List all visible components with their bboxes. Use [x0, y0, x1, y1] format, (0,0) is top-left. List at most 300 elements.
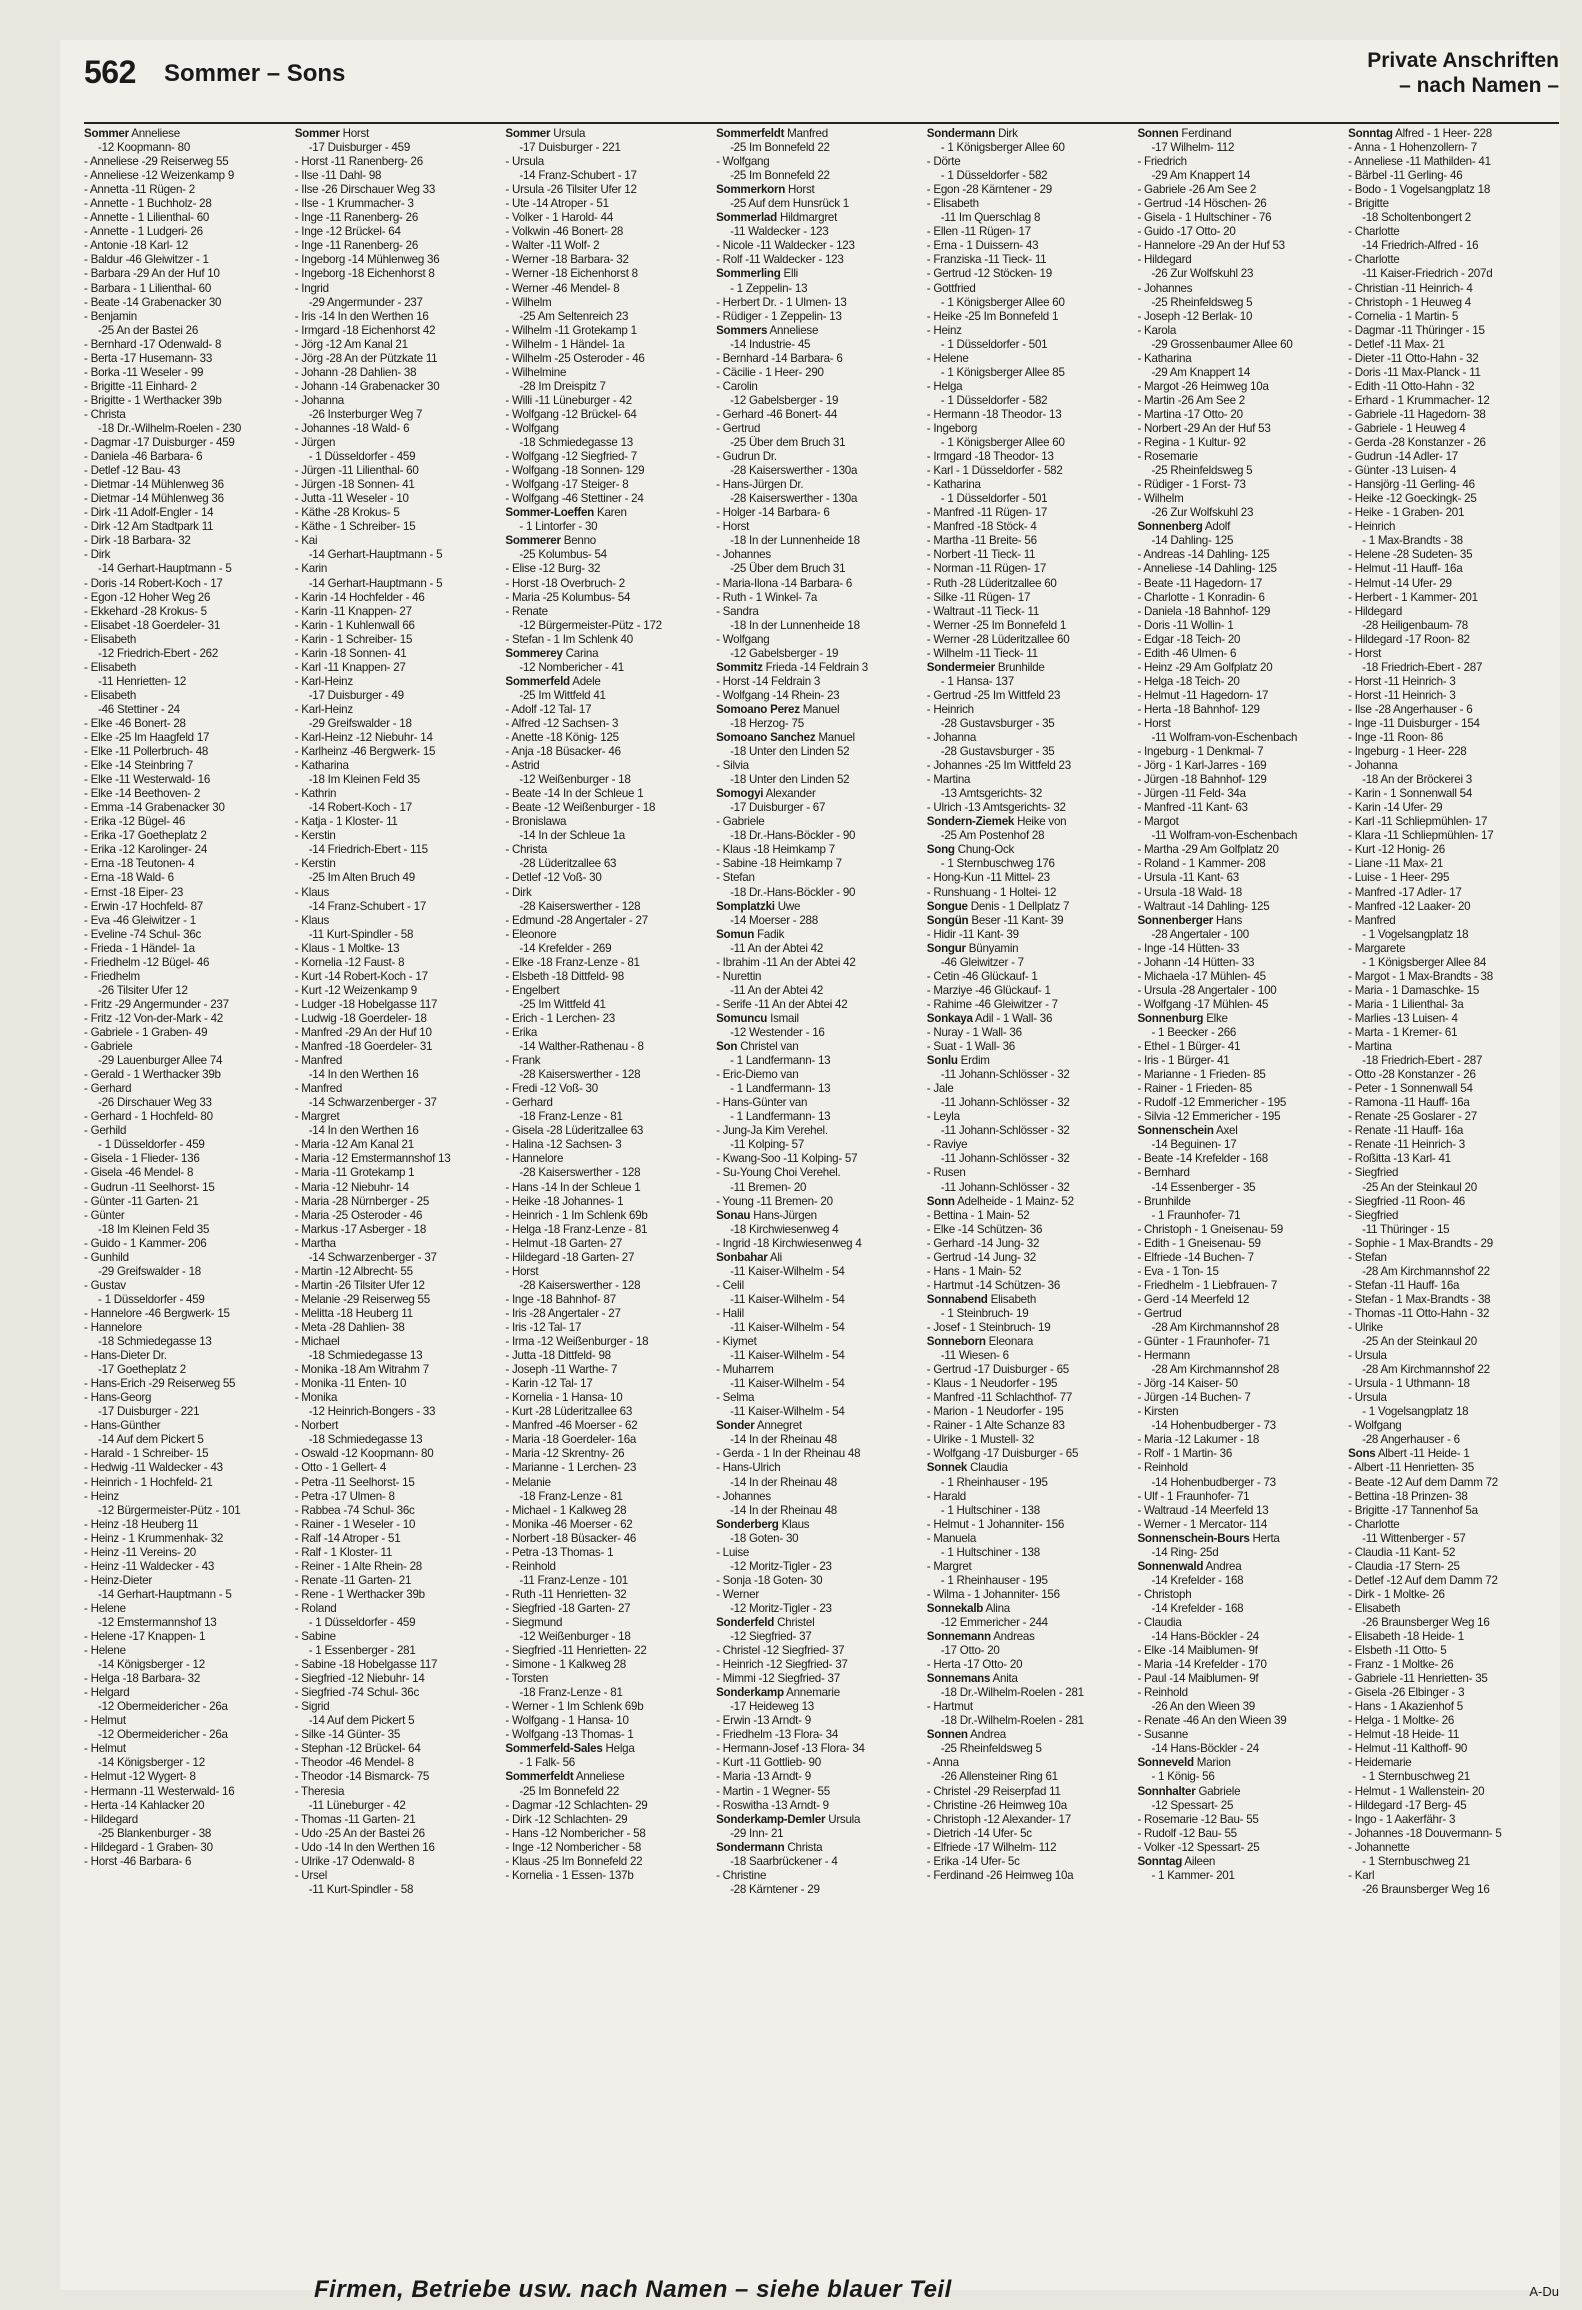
directory-entry: - Helmut - 1 Wallenstein- 20	[1348, 1784, 1485, 1798]
directory-entry: - Hansjörg -11 Gerling- 46	[1348, 478, 1475, 492]
directory-entry: -12 Bürgermeister-Pütz - 172	[519, 618, 662, 632]
directory-entry: - Herbert - 1 Kammer- 201	[1348, 590, 1478, 604]
directory-entry: - Martina -17 Otto- 20	[1137, 407, 1243, 421]
directory-entry: -14 Industrie- 45	[730, 337, 811, 351]
directory-entry: - Hedwig -11 Waldecker - 43	[84, 1461, 223, 1475]
directory-entry: -11 Johann-Schlösser - 32	[940, 1096, 1070, 1110]
directory-entry: -25 An der Steinkaul 20	[1362, 1335, 1477, 1349]
directory-entry: - Claudia -11 Kant- 52	[1348, 1545, 1456, 1559]
directory-entry: Songün Beser -11 Kant- 39	[926, 913, 1064, 927]
directory-entry: - Hans-Günter van	[716, 1096, 808, 1110]
directory-entry: - Luise	[716, 1545, 750, 1559]
directory-entry: - Franz - 1 Moltke- 26	[1348, 1658, 1454, 1672]
directory-entry: - Manfred -46 Moerser - 62	[505, 1419, 638, 1433]
directory-entry: - 1 Düsseldorfer - 459	[98, 1138, 205, 1152]
directory-entry: - Cornelia - 1 Martin- 5	[1348, 309, 1459, 323]
directory-entry: - Ursula -26 Tilsiter Ufer 12	[505, 183, 637, 197]
directory-entry: - 1 Sternbuschweg 176	[940, 857, 1055, 871]
directory-entry: - Irmgard -18 Eichenhorst 42	[294, 323, 436, 337]
directory-entry: -14 Krefelder - 269	[519, 941, 612, 955]
directory-entry: Sommerfeld-Sales Helga	[505, 1742, 635, 1756]
directory-entry: Song Chung-Ock	[926, 843, 1015, 857]
directory-entry: - Ruth -11 Henrietten- 32	[505, 1587, 627, 1601]
directory-entry: - Cetin -46 Glückauf- 1	[926, 969, 1038, 983]
directory-entry: - Melanie	[505, 1475, 551, 1489]
directory-entry: - Elke -14 Steinbring 7	[84, 759, 193, 773]
directory-entry: - Horst -46 Barbara- 6	[84, 1854, 192, 1868]
directory-entry: - Dagmar -12 Schlachten- 29	[505, 1798, 648, 1812]
directory-entry: - 1 Düsseldorfer - 459	[308, 1615, 416, 1629]
directory-entry: - Erich - 1 Lerchen- 23	[505, 1011, 615, 1025]
directory-entry: - Kornelia - 1 Hansa- 10	[505, 1391, 623, 1405]
directory-entry: - 1 Königsberger Allee 85	[940, 365, 1065, 379]
directory-entry: - Anna - 1 Hohenzollern- 7	[1348, 141, 1477, 155]
directory-entry: -25 Am Postenhof 28	[940, 829, 1045, 843]
directory-entry: - Su-Young Choi Verehel.	[716, 1166, 841, 1180]
directory-entry: Sommer Ursula	[505, 127, 586, 140]
directory-entry: -11 An der Abtei 42	[730, 941, 824, 955]
directory-entry: - Sigrid	[294, 1700, 330, 1714]
directory-entry: -18 Franz-Lenze - 81	[519, 1110, 623, 1124]
directory-entry: - Horst -14 Feldrain 3	[716, 674, 821, 688]
directory-entry: -12 Emmericher - 244	[940, 1615, 1048, 1629]
directory-entry: - Horst	[716, 520, 750, 534]
directory-entry: - Doris -11 Max-Planck - 11	[1348, 365, 1481, 379]
directory-entry: - 1 Vogelsangplatz 18	[1362, 1405, 1469, 1419]
directory-entry: - Christel -29 Reiserpfad 11	[926, 1784, 1061, 1798]
directory-entry: - Erika -14 Ufer- 5c	[926, 1854, 1020, 1868]
directory-entry: - Michael	[294, 1335, 340, 1349]
directory-entry: - Serife -11 An der Abtei 42	[716, 997, 848, 1011]
directory-entry: - Silvia	[716, 759, 749, 773]
directory-entry: -26 Braunsberger Weg 16	[1362, 1615, 1490, 1629]
directory-entry: -26 Tilsiter Ufer 12	[98, 983, 188, 997]
directory-entry: - Wilhelm -25 Osteroder - 46	[505, 351, 645, 365]
directory-entry: - Hermann-Josef -13 Flora- 34	[716, 1742, 865, 1756]
directory-entry: - Friedhelm - 1 Liebfrauen- 7	[1137, 1278, 1278, 1292]
section-title-line1: Private Anschriften	[1367, 49, 1559, 72]
directory-entry: -14 Franz-Schubert - 17	[308, 899, 427, 913]
directory-entry: - Helga	[926, 379, 963, 393]
directory-entry: - Horst	[1348, 646, 1382, 660]
directory-entry: - Margot	[1137, 815, 1179, 829]
directory-entry: - Hildegard	[84, 1812, 138, 1826]
directory-entry: -18 Dr.-Hans-Böckler - 90	[730, 885, 856, 899]
directory-entry: Sondermann Christa	[716, 1840, 823, 1854]
directory-entry: - Charlotte	[1348, 1517, 1400, 1531]
directory-entry: - Erika	[505, 1026, 538, 1039]
directory-entry: - Maria -14 Krefelder - 170	[1137, 1658, 1267, 1672]
directory-entry: - Katharina	[926, 478, 981, 492]
directory-entry: - Johannes -25 Im Wittfeld 23	[926, 759, 1071, 773]
directory-entry: - Waltraud -14 Meerfeld 13	[1137, 1503, 1269, 1517]
directory-entry: - Beate -12 Weißenburger - 18	[505, 801, 656, 815]
directory-entry: -28 Im Dreispitz 7	[519, 379, 606, 393]
directory-entry: - Jürgen -11 Lilienthal- 60	[294, 464, 419, 478]
directory-entry: Songue Denis - 1 Dellplatz 7	[926, 899, 1070, 913]
directory-entry: - Joseph -12 Berlak- 10	[1137, 309, 1253, 323]
directory-entry: -18 Friedrich-Ebert - 287	[1362, 1054, 1483, 1068]
directory-entry: - Ursula -11 Kant- 63	[1137, 871, 1239, 885]
directory-entry: - Jörg - 1 Karl-Jarres - 169	[1137, 759, 1267, 773]
directory-entry: - Heike - 1 Graben- 201	[1348, 506, 1465, 520]
directory-entry: - Elfriede -17 Wilhelm- 112	[926, 1840, 1057, 1854]
directory-entry: - 1 Max-Brandts - 38	[1362, 534, 1463, 548]
directory-entry: - Ulrich -13 Amtsgerichts- 32	[926, 801, 1066, 815]
directory-entry: - Norbert -29 An der Huf 53	[1137, 421, 1271, 435]
directory-entry: - Torsten	[505, 1672, 549, 1686]
directory-entry: - Bernhard	[1137, 1166, 1190, 1180]
directory-entry: - Beate -14 In der Schleue 1	[505, 787, 644, 801]
directory-entry: - Frieda - 1 Händel- 1a	[84, 941, 195, 955]
directory-entry: - 1 Landfermann- 13	[730, 1110, 831, 1124]
directory-entry: - Maria-Ilona -14 Barbara- 6	[716, 576, 853, 590]
directory-entry: Sommitz Frieda -14 Feldrain 3	[716, 660, 868, 674]
directory-entry: - Horst -11 Heinrich- 3	[1348, 688, 1456, 702]
directory-entry: - Martha -29 Am Golfplatz 20	[1137, 843, 1279, 857]
directory-entry: - Karin - 1 Schreiber- 15	[294, 632, 413, 646]
directory-column	[295, 127, 506, 2182]
directory-entry: - Margot -26 Heimweg 10a	[1137, 379, 1269, 393]
directory-entry: - Martha -11 Breite- 56	[926, 534, 1037, 548]
directory-entry: - 1 Düsseldorfer - 459	[98, 1292, 205, 1306]
directory-entry: - Heinrich -12 Siegfried- 37	[716, 1658, 848, 1672]
directory-entry: - Wolfgang -46 Stettiner - 24	[505, 492, 644, 506]
directory-entry: -25 Im Bonnefeld 22	[730, 141, 830, 155]
directory-entry: - Ramona -11 Hauff- 16a	[1348, 1096, 1470, 1110]
directory-entry: - Hannelore -46 Bergwerk- 15	[84, 1306, 230, 1320]
directory-entry: - Hartmut -14 Schützen- 36	[926, 1278, 1061, 1292]
directory-entry: - Marion - 1 Neudorfer - 195	[926, 1405, 1064, 1419]
directory-entry: - Wolfgang -13 Thomas- 1	[505, 1728, 634, 1742]
directory-entry: Sonntag Aileen	[1137, 1854, 1216, 1868]
directory-entry: -14 Gerhart-Hauptmann - 5	[98, 562, 232, 576]
directory-entry: -11 Johann-Schlösser - 32	[940, 1068, 1070, 1082]
directory-entry: - Manfred -11 Rügen- 17	[926, 506, 1048, 520]
directory-entry: -11 Kaiser-Wilhelm - 54	[730, 1320, 845, 1334]
directory-entry: -14 Ring- 25d	[1151, 1545, 1219, 1559]
directory-entry: - Heinz -29 Am Golfplatz 20	[1137, 660, 1273, 674]
directory-entry: - Otto - 1 Gellert- 4	[294, 1461, 387, 1475]
directory-entry: - Ralf -14 Atroper - 51	[294, 1531, 401, 1545]
directory-entry: Sonnenschein Axel	[1137, 1124, 1238, 1138]
directory-entry: - Gertrud -17 Duisburger - 65	[926, 1363, 1069, 1377]
directory-entry: - Anja -18 Büsacker- 46	[505, 745, 621, 759]
directory-entry: - Edith -11 Otto-Hahn - 32	[1348, 379, 1475, 393]
directory-entry: -14 Königsberger - 12	[98, 1658, 205, 1672]
directory-entry: -26 Zur Wolfskuhl 23	[1151, 506, 1254, 520]
directory-entry: - Kurt -14 Robert-Koch - 17	[294, 969, 428, 983]
directory-entry: -11 Wiesen- 6	[940, 1349, 1009, 1363]
directory-entry: - Petra -13 Thomas- 1	[505, 1545, 614, 1559]
directory-entry: -14 Auf dem Pickert 5	[98, 1433, 204, 1447]
directory-entry: - Kwang-Soo -11 Kolping- 57	[716, 1152, 858, 1166]
directory-column	[505, 127, 716, 2182]
directory-entry: - Liane -11 Max- 21	[1348, 857, 1444, 871]
directory-entry: - Manfred	[1348, 913, 1396, 927]
directory-entry: - Werner -25 Im Bonnefeld 1	[926, 618, 1067, 632]
directory-entry: - Hannelore	[84, 1320, 142, 1334]
directory-entry: - Renate	[505, 604, 548, 618]
directory-entry: - Alfred -12 Sachsen- 3	[505, 716, 619, 730]
directory-entry: Sonntag Alfred - 1 Heer- 228	[1348, 127, 1492, 140]
directory-entry: - Gerhard	[84, 1082, 132, 1096]
directory-entry: - Dirk -11 Adolf-Engler - 14	[84, 506, 214, 520]
running-head: Sommer – Sons	[164, 60, 346, 87]
directory-entry: - Heinz - 1 Krummenhak- 32	[84, 1531, 224, 1545]
directory-entry: -11 Henrietten- 12	[98, 674, 187, 688]
directory-entry: - Gerhild	[84, 1124, 127, 1138]
directory-entry: Sommerkorn Horst	[716, 183, 815, 197]
directory-entry: - Rainer - 1 Frieden- 85	[1137, 1082, 1252, 1096]
directory-entry: - Stephan -12 Brückel- 64	[294, 1742, 421, 1756]
directory-entry: - Helmut - 1 Johanniter- 156	[926, 1517, 1065, 1531]
directory-entry: - Stefan	[716, 871, 755, 885]
directory-entry: - Kirsten	[1137, 1405, 1179, 1419]
directory-entry: - Christine	[716, 1868, 767, 1882]
directory-entry: - Johannes -18 Douvermann- 5	[1348, 1826, 1502, 1840]
directory-entry: - Günter	[84, 1208, 125, 1222]
directory-entry: - Johanna	[294, 393, 345, 407]
directory-entry: Sonbahar Ali	[716, 1250, 782, 1264]
directory-entry: -14 In der Rheinau 48	[730, 1503, 837, 1517]
directory-entry: -17 Duisburger - 221	[519, 141, 621, 155]
directory-entry: - Karin	[294, 562, 328, 576]
directory-entry: -18 Dr.-Wilhelm-Roelen - 281	[940, 1714, 1084, 1728]
directory-entry: -25 Rheinfeldsweg 5	[940, 1742, 1042, 1756]
directory-entry: - Erna -18 Wald- 6	[84, 871, 174, 885]
directory-entry: - Renate -46 An den Wieen 39	[1137, 1714, 1287, 1728]
directory-entry: -17 Duisburger - 67	[730, 801, 826, 815]
directory-entry: - Elisabet -18 Goerdeler- 31	[84, 618, 221, 632]
directory-entry: - Nuray - 1 Wall- 36	[926, 1026, 1022, 1039]
directory-entry: -46 Gleiwitzer - 7	[940, 955, 1024, 969]
directory-entry: -14 Friedrich-Ebert - 115	[308, 843, 428, 857]
directory-entry: - Engelbert	[505, 983, 560, 997]
directory-entry: -18 Franz-Lenze - 81	[519, 1686, 623, 1700]
directory-entry: - Dietmar -14 Mühlenweg 36	[84, 492, 224, 506]
directory-entry: - Helmut	[84, 1742, 126, 1756]
directory-entry: -11 Kaiser-Wilhelm - 54	[730, 1405, 845, 1419]
directory-entry: - Josef - 1 Steinbruch- 19	[926, 1320, 1051, 1334]
directory-entry: - Christoph - 1 Gneisenau- 59	[1137, 1222, 1283, 1236]
directory-entry: -11 Kaiser-Friedrich - 207d	[1362, 267, 1493, 281]
directory-entry: - Franziska -11 Tieck- 11	[926, 253, 1047, 267]
directory-entry: -18 Herzog- 75	[730, 716, 804, 730]
directory-entry: - Helene -28 Sudeten- 35	[1348, 548, 1473, 562]
directory-entry: -28 Angerhauser - 6	[1362, 1433, 1460, 1447]
directory-entry: - Norman -11 Rügen- 17	[926, 562, 1047, 576]
directory-entry: - Heinrich - 1 Hochfeld- 21	[84, 1475, 213, 1489]
directory-entry: - Sonja -18 Goten- 30	[716, 1573, 823, 1587]
directory-entry: Sonnek Claudia	[926, 1461, 1008, 1475]
directory-entry: - Erna -18 Teutonen- 4	[84, 857, 195, 871]
directory-entry: - Otto -28 Konstanzer - 26	[1348, 1068, 1476, 1082]
directory-entry: - Klaus -18 Heimkamp 7	[716, 843, 835, 857]
directory-entry: - Gottfried	[926, 281, 976, 295]
directory-entry: - Guido -17 Otto- 20	[1137, 225, 1236, 239]
directory-entry: - Karin -14 Hochfelder - 46	[294, 590, 425, 604]
directory-entry: - Elisabeth	[84, 660, 137, 674]
directory-entry: Sommerey Carina	[505, 646, 599, 660]
directory-entry: - Barbara - 1 Lilienthal- 60	[84, 281, 212, 295]
directory-entry: - Siegfried -18 Garten- 27	[505, 1601, 631, 1615]
directory-entry: Sommerer Benno	[505, 534, 596, 548]
directory-entry: -28 Heiligenbaum- 78	[1362, 618, 1468, 632]
directory-entry: - Michaela -17 Mühlen- 45	[1137, 969, 1266, 983]
directory-entry: - Dagmar -17 Duisburger - 459	[84, 436, 235, 450]
directory-entry: -12 Heinrich-Bongers - 33	[308, 1405, 436, 1419]
directory-entry: -12 Obermeidericher - 26a	[98, 1728, 228, 1742]
directory-entry: - Heike -18 Johannes- 1	[505, 1194, 624, 1208]
directory-entry: - Dirk	[84, 548, 111, 562]
directory-entry: - Herbert Dr. - 1 Ulmen- 13	[716, 295, 847, 309]
directory-entry: - Gerhard -14 Jung- 32	[926, 1236, 1040, 1250]
directory-entry: - Ingeborg	[926, 421, 978, 435]
directory-entry: - Antonie -18 Karl- 12	[84, 239, 189, 253]
directory-entry: - Jürgen -14 Buchen- 7	[1137, 1391, 1251, 1405]
directory-entry: -18 In der Lunnenheide 18	[730, 618, 860, 632]
directory-entry: -26 Zur Wolfskuhl 23	[1151, 267, 1254, 281]
directory-entry: -28 Am Kirchmannshof 28	[1151, 1320, 1280, 1334]
directory-entry: -18 In der Lunnenheide 18	[730, 534, 860, 548]
directory-entry: - Volker -12 Spessart- 25	[1137, 1840, 1260, 1854]
directory-entry: -18 Kirchwiesenweg 4	[730, 1222, 839, 1236]
directory-entry: - Klaus - 1 Neudorfer - 195	[926, 1377, 1058, 1391]
directory-entry: - Christian -11 Heinrich- 4	[1348, 281, 1473, 295]
directory-entry: -12 Koopmann- 80	[98, 141, 191, 155]
directory-entry: - Karola	[1137, 323, 1177, 337]
directory-entry: - Helmut -12 Wygert- 8	[84, 1770, 196, 1784]
directory-entry: -18 Franz-Lenze - 81	[519, 1489, 623, 1503]
directory-entry: Sondermann Dirk	[926, 127, 1018, 140]
directory-entry: - 1 Landfermann- 13	[730, 1054, 831, 1068]
directory-entry: - Siegfried	[1348, 1166, 1399, 1180]
directory-entry: -11 Wittenberger - 57	[1362, 1531, 1466, 1545]
directory-entry: - Rolf - 1 Martin- 36	[1137, 1447, 1233, 1461]
directory-entry: -18 Im Kleinen Feld 35	[308, 773, 420, 787]
directory-entry: - Beate -11 Hagedorn- 17	[1137, 576, 1263, 590]
directory-entry: -25 Im Bonnefeld 22	[519, 1784, 620, 1798]
directory-entry: - Rüdiger - 1 Zeppelin- 13	[716, 309, 842, 323]
directory-entry: - Helga - 1 Moltke- 26	[1348, 1714, 1455, 1728]
directory-entry: - Reinhold	[1137, 1686, 1188, 1700]
directory-entry: - Klara -11 Schliepmühlen- 17	[1348, 829, 1494, 843]
directory-entry: - Martin - 1 Wegner- 55	[716, 1784, 830, 1798]
directory-entry: - Karin -18 Sonnen- 41	[294, 646, 407, 660]
directory-entry: Somoano Sanchez Manuel	[716, 731, 855, 745]
directory-entry: - Kurt -12 Honig- 26	[1348, 843, 1445, 857]
directory-entry: -28 Kaiserswerther - 128	[519, 1068, 641, 1082]
directory-entry: -11 Johann-Schlösser - 32	[940, 1180, 1070, 1194]
directory-entry: - Anneliese -12 Weizenkamp 9	[84, 169, 235, 183]
directory-entry: -28 Angertaler - 100	[1151, 927, 1249, 941]
directory-entry: -11 Waldecker - 123	[730, 225, 829, 239]
directory-entry: -17 Duisburger - 459	[308, 141, 411, 155]
directory-entry: - Dagmar -11 Thüringer - 15	[1348, 323, 1485, 337]
directory-entry: - Martin -26 Am See 2	[1137, 393, 1245, 407]
directory-entry: -14 Robert-Koch - 17	[308, 801, 412, 815]
directory-entry: - Eveline -74 Schul- 36c	[84, 927, 202, 941]
directory-entry: - Carolin	[716, 379, 758, 393]
directory-entry: Sonnenwald Andrea	[1137, 1559, 1242, 1573]
directory-entry: - Willi -11 Lüneburger - 42	[505, 393, 632, 407]
directory-entry: - 1 Fraunhofer- 71	[1151, 1208, 1241, 1222]
directory-entry: - Rainer - 1 Weseler - 10	[294, 1517, 416, 1531]
directory-entry: Sonlu Erdim	[926, 1054, 990, 1068]
directory-entry: - Hildegard -18 Garten- 27	[505, 1250, 635, 1264]
directory-entry: - Thomas -11 Garten- 21	[294, 1812, 416, 1826]
directory-column	[1137, 127, 1348, 2182]
directory-entry: - Waltraut -14 Dahling- 125	[1137, 899, 1270, 913]
directory-entry: - Werner -46 Mendel- 8	[505, 281, 620, 295]
directory-entry: - Kerstin	[294, 857, 336, 871]
directory-entry: - Raviye	[926, 1138, 968, 1152]
directory-entry: - Hildegard	[1348, 604, 1403, 618]
directory-entry: -11 Kaiser-Wilhelm - 54	[730, 1377, 845, 1391]
directory-entry: - Manuela	[926, 1531, 977, 1545]
directory-entry: -11 Kurt-Spindler - 58	[308, 1882, 414, 1896]
directory-entry: - Gertrud -14 Jung- 32	[926, 1250, 1036, 1264]
directory-entry: Sommer Horst	[294, 127, 370, 140]
directory-entry: - Selma	[716, 1391, 755, 1405]
directory-entry: - Wolfgang -17 Duisburger - 65	[926, 1447, 1079, 1461]
directory-entry: - Gabriele -26 Am See 2	[1137, 183, 1257, 197]
directory-entry: - Helmut -18 Garten- 27	[505, 1236, 623, 1250]
directory-entry: -29 Angermunder - 237	[308, 295, 423, 309]
directory-entry: - Bärbel -11 Gerling- 46	[1348, 169, 1463, 183]
directory-entry: - Rahime -46 Gleiwitzer - 7	[926, 997, 1058, 1011]
directory-entry: - Erhard - 1 Krummacher- 12	[1348, 393, 1490, 407]
directory-entry: -25 An der Bastei 26	[98, 323, 199, 337]
directory-entry: - Volkwin -46 Bonert- 28	[505, 225, 624, 239]
directory-entry: -25 Über dem Bruch 31	[730, 562, 846, 576]
directory-entry: - Heinz-Dieter	[84, 1573, 153, 1587]
directory-entry: - Siegfried -11 Henrietten- 22	[505, 1644, 647, 1658]
directory-entry: - Hermann -18 Theodor- 13	[926, 407, 1062, 421]
directory-entry: - Hans -14 In der Schleue 1	[505, 1180, 641, 1194]
directory-entry: - Kornelia -12 Faust- 8	[294, 955, 405, 969]
directory-entry: -11 Thüringer - 15	[1362, 1222, 1450, 1236]
directory-entry: - Ursel	[294, 1868, 328, 1882]
directory-entry: - Ursula -28 Angertaler - 100	[1137, 983, 1277, 997]
directory-entry: - Ute -14 Atroper - 51	[505, 197, 609, 211]
directory-entry: - Renate -11 Hauff- 16a	[1348, 1124, 1464, 1138]
directory-entry: - Christa	[84, 407, 126, 421]
directory-entry: - Ingeborg -14 Mühlenweg 36	[294, 253, 440, 267]
directory-entry: - Sabine	[294, 1630, 336, 1644]
directory-entry: -18 Schmiedegasse 13	[308, 1433, 423, 1447]
directory-entry: - Gertrud -14 Höschen- 26	[1137, 197, 1267, 211]
directory-entry: -12 Obermeidericher - 26a	[98, 1700, 228, 1714]
directory-entry: - Heinz	[84, 1489, 119, 1503]
directory-entry: - Gerda - 1 In der Rheinau 48	[716, 1447, 861, 1461]
directory-entry: - Erna - 1 Duissern- 43	[926, 239, 1039, 253]
directory-entry: - Gudrun -11 Seelhorst- 15	[84, 1180, 215, 1194]
directory-entry: -14 In den Werthen 16	[308, 1068, 419, 1082]
directory-entry: -11 Kaiser-Wilhelm - 54	[730, 1292, 845, 1306]
directory-entry: - Ekkehard -28 Krokus- 5	[84, 604, 207, 618]
directory-entry: - Herta -18 Bahnhof- 129	[1137, 702, 1260, 716]
directory-entry: -25 Auf dem Hunsrück 1	[730, 197, 849, 211]
directory-entry: Sonneborn Eleonara	[926, 1335, 1034, 1349]
directory-column	[84, 127, 295, 2182]
directory-entry: - Christine -26 Heimweg 10a	[926, 1798, 1067, 1812]
directory-entry: - Dirk -12 Am Stadtpark 11	[84, 520, 214, 534]
directory-entry: - Bettina - 1 Main- 52	[926, 1208, 1030, 1222]
directory-entry: - Margret	[926, 1559, 972, 1573]
directory-entry: - Karl -11 Knappen- 27	[294, 660, 406, 674]
